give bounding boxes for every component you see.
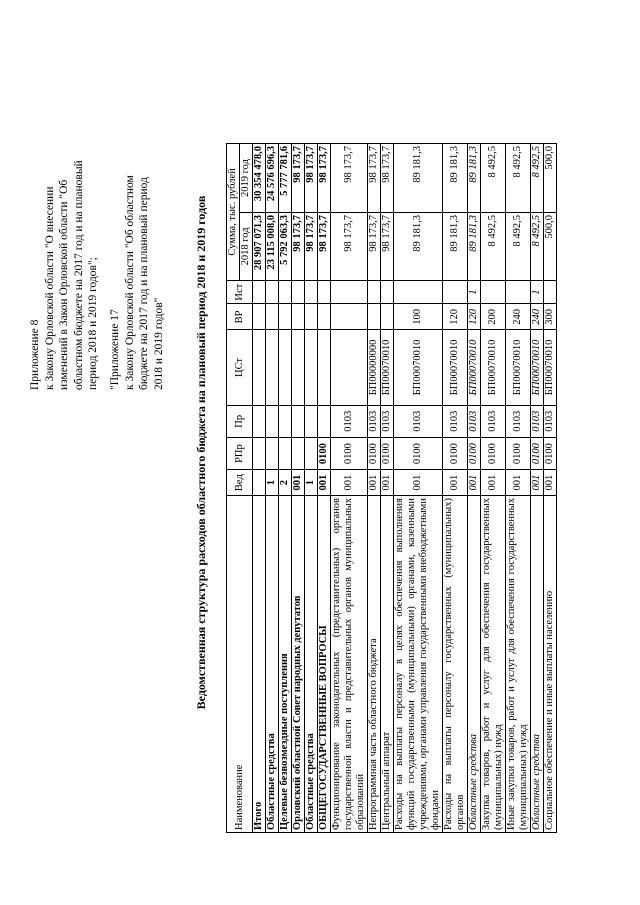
cell-ist: 1 <box>531 280 544 304</box>
table-row <box>368 144 381 833</box>
cell-vr <box>305 304 318 330</box>
document-title: Ведомственная структура расходов областного бюджета на плановый период 2018 и 2019 годов <box>194 195 208 710</box>
cell-cst <box>305 330 318 405</box>
cell-pr: 0103 <box>443 405 468 437</box>
cell-name: Областные средства <box>305 496 318 833</box>
header-rpr: РПр <box>227 437 253 469</box>
header-line: к Закону Орловской области "О внесении <box>43 186 56 390</box>
cell-2019: 8 492,5 <box>481 144 506 213</box>
cell-rpr: 0100 <box>481 437 506 469</box>
cell-2018: 98 173,7 <box>331 213 368 281</box>
table-row <box>279 144 292 833</box>
header-line: бюджете на 2017 год и на плановый период <box>138 177 150 390</box>
cell-vr <box>292 304 305 330</box>
table-row <box>305 144 318 833</box>
cell-name: Орловский областной Совет народных депутатов <box>292 496 305 833</box>
cell-name: Областные средства <box>468 496 481 833</box>
cell-2018: 98 173,7 <box>292 213 305 281</box>
cell-cst: БП00070010 <box>443 330 468 405</box>
cell-name: Центральный аппарат <box>381 496 394 833</box>
cell-ved: 001 <box>318 470 331 496</box>
cell-pr <box>253 405 266 437</box>
cell-rpr <box>266 437 279 469</box>
cell-ist <box>266 280 279 304</box>
cell-name: Иные закупки товаров, работ и услуг для обеспечения государственных (муниципальных) нужд <box>506 496 531 833</box>
cell-rpr <box>292 437 305 469</box>
header-2019: 2019 год <box>240 144 253 213</box>
cell-name: Непрограммная часть областного бюджета <box>368 496 381 833</box>
cell-pr: 0103 <box>468 405 481 437</box>
cell-vr: 200 <box>481 304 506 330</box>
table-row <box>292 144 305 833</box>
table-body <box>253 144 557 833</box>
cell-cst: БП00070010 <box>506 330 531 405</box>
cell-cst: БП00070010 <box>481 330 506 405</box>
cell-pr <box>279 405 292 437</box>
appendix-8-header <box>28 90 101 390</box>
cell-name: Расходы на выплаты персоналу государственных (муниципальных) органов <box>443 496 468 833</box>
cell-ist <box>481 280 506 304</box>
cell-2019: 98 173,7 <box>368 144 381 213</box>
cell-2018: 98 173,7 <box>318 213 331 281</box>
cell-rpr: 0100 <box>506 437 531 469</box>
cell-ist <box>368 280 381 304</box>
table-row <box>381 144 394 833</box>
cell-ved: 001 <box>331 470 368 496</box>
table-row <box>506 144 531 833</box>
cell-vr <box>368 304 381 330</box>
cell-ved: 001 <box>368 470 381 496</box>
cell-vr <box>279 304 292 330</box>
cell-cst <box>318 330 331 405</box>
header-line: областном бюджете на 2017 год и на плановый <box>72 160 85 390</box>
cell-2019: 98 173,7 <box>292 144 305 213</box>
cell-ved: 001 <box>394 470 443 496</box>
cell-cst: БП00070010 <box>381 330 394 405</box>
cell-name: Областные средства <box>531 496 544 833</box>
cell-2018: 8 492,5 <box>481 213 506 281</box>
budget-table <box>226 143 557 833</box>
table-row <box>253 144 266 833</box>
cell-2019: 8 492,5 <box>506 144 531 213</box>
table-row <box>443 144 468 833</box>
cell-vr: 240 <box>531 304 544 330</box>
cell-pr: 0103 <box>381 405 394 437</box>
cell-name: Функционирование законодательных (представительных) органов государственной власти и представительных органов муниципальных образований <box>331 496 368 833</box>
cell-rpr: 0100 <box>531 437 544 469</box>
cell-pr: 0103 <box>531 405 544 437</box>
cell-2019: 89 181,3 <box>394 144 443 213</box>
cell-ved <box>253 470 266 496</box>
cell-cst: БП00000000 <box>368 330 381 405</box>
cell-rpr: 0100 <box>318 437 331 469</box>
cell-pr: 0103 <box>544 405 557 437</box>
cell-ist <box>394 280 443 304</box>
cell-rpr <box>305 437 318 469</box>
appendix-17-header <box>108 90 166 390</box>
cell-name: Социальное обеспечение и иные выплаты населению <box>544 496 557 833</box>
header-line: к Закону Орловской области "Об областном <box>123 175 136 390</box>
cell-ist <box>292 280 305 304</box>
cell-ist <box>305 280 318 304</box>
cell-2019: 98 173,7 <box>305 144 318 213</box>
cell-ist <box>544 280 557 304</box>
cell-cst <box>292 330 305 405</box>
cell-2018: 89 181,3 <box>443 213 468 281</box>
cell-ved: 001 <box>381 470 394 496</box>
cell-2019: 30 354 478,0 <box>253 144 266 213</box>
cell-2019: 5 777 781,6 <box>279 144 292 213</box>
cell-pr <box>266 405 279 437</box>
cell-2018: 98 173,7 <box>305 213 318 281</box>
cell-name: Итого <box>253 496 266 833</box>
cell-name: ОБЩЕГОСУДАРСТВЕННЫЕ ВОПРОСЫ <box>318 496 331 833</box>
cell-ved: 001 <box>481 470 506 496</box>
cell-name: Областные средства <box>266 496 279 833</box>
cell-2018: 5 792 063,3 <box>279 213 292 281</box>
cell-pr: 0103 <box>481 405 506 437</box>
cell-ist <box>331 280 368 304</box>
cell-2018: 89 181,3 <box>468 213 481 281</box>
cell-ved: 001 <box>506 470 531 496</box>
cell-2018: 98 173,7 <box>381 213 394 281</box>
header-name: Наименование <box>227 496 253 833</box>
cell-vr: 120 <box>443 304 468 330</box>
cell-rpr: 0100 <box>331 437 368 469</box>
cell-vr <box>318 304 331 330</box>
header-ved: Вед <box>227 470 253 496</box>
header-cst: ЦСт <box>227 330 253 405</box>
cell-2018: 23 115 008,0 <box>266 213 279 281</box>
cell-2019: 98 173,7 <box>331 144 368 213</box>
cell-2018: 8 492,5 <box>506 213 531 281</box>
cell-2018: 28 907 071,3 <box>253 213 266 281</box>
cell-name: Расходы на выплаты персоналу в целях обеспечения выполнения функций государственными (муниципальными) органами, казенными учреждениями, органами управления государственными внебюджетными фондами <box>394 496 443 833</box>
header-vr: ВР <box>227 304 253 330</box>
table-row <box>468 144 481 833</box>
cell-cst: БП00070010 <box>394 330 443 405</box>
header-line: 2018 и 2019 годов" <box>152 297 165 390</box>
cell-ved: 1 <box>266 470 279 496</box>
cell-ved: 001 <box>531 470 544 496</box>
cell-2018: 98 173,7 <box>368 213 381 281</box>
header-line: "Приложение 17 <box>109 309 121 390</box>
cell-2019: 89 181,3 <box>443 144 468 213</box>
cell-cst: БП00070010 <box>544 330 557 405</box>
cell-2019: 500,0 <box>544 144 557 213</box>
cell-ist <box>506 280 531 304</box>
cell-pr <box>305 405 318 437</box>
cell-ist <box>318 280 331 304</box>
cell-ist <box>443 280 468 304</box>
cell-vr: 300 <box>544 304 557 330</box>
header-ist: Ист <box>227 280 253 304</box>
cell-vr <box>266 304 279 330</box>
cell-rpr: 0100 <box>381 437 394 469</box>
cell-2019: 89 181,3 <box>468 144 481 213</box>
header-line: Приложение 8 <box>29 319 41 390</box>
cell-rpr: 0100 <box>468 437 481 469</box>
cell-2018: 89 181,3 <box>394 213 443 281</box>
cell-ved: 001 <box>443 470 468 496</box>
cell-vr <box>381 304 394 330</box>
cell-cst <box>253 330 266 405</box>
cell-name: Закупка товаров, работ и услуг для обеспечения государственных (муниципальных) нужд <box>481 496 506 833</box>
cell-ved: 001 <box>292 470 305 496</box>
header-sum: Сумма, тыс. рублей <box>227 144 240 281</box>
cell-rpr <box>253 437 266 469</box>
cell-2019: 24 576 696,3 <box>266 144 279 213</box>
cell-pr: 0103 <box>331 405 368 437</box>
cell-ved: 001 <box>468 470 481 496</box>
cell-2019: 8 492,5 <box>531 144 544 213</box>
table-row <box>531 144 544 833</box>
cell-vr: 100 <box>394 304 443 330</box>
header-line: изменений в Закон Орловской области "Об <box>58 179 70 390</box>
cell-cst: БП00070010 <box>468 330 481 405</box>
table-row <box>481 144 506 833</box>
table-row <box>544 144 557 833</box>
cell-vr: 120 <box>468 304 481 330</box>
table-row <box>266 144 279 833</box>
cell-ved: 001 <box>544 470 557 496</box>
cell-name: Целевые безвозмездные поступления <box>279 496 292 833</box>
table-row <box>331 144 368 833</box>
cell-2019: 98 173,7 <box>318 144 331 213</box>
table-row <box>318 144 331 833</box>
cell-ist <box>253 280 266 304</box>
cell-rpr: 0100 <box>394 437 443 469</box>
cell-pr: 0103 <box>506 405 531 437</box>
cell-cst <box>331 330 368 405</box>
cell-rpr <box>279 437 292 469</box>
header-2018: 2018 год <box>240 213 253 281</box>
cell-pr <box>292 405 305 437</box>
cell-2018: 500,0 <box>544 213 557 281</box>
table-row <box>394 144 443 833</box>
cell-ved: 1 <box>305 470 318 496</box>
cell-pr <box>318 405 331 437</box>
cell-vr <box>253 304 266 330</box>
cell-rpr: 0100 <box>544 437 557 469</box>
cell-ist <box>381 280 394 304</box>
cell-rpr: 0100 <box>368 437 381 469</box>
cell-cst <box>266 330 279 405</box>
cell-vr: 240 <box>506 304 531 330</box>
cell-vr <box>331 304 368 330</box>
cell-ist <box>279 280 292 304</box>
cell-pr: 0103 <box>394 405 443 437</box>
cell-ist: 1 <box>468 280 481 304</box>
cell-2019: 98 173,7 <box>381 144 394 213</box>
cell-pr: 0103 <box>368 405 381 437</box>
cell-cst: БП00070010 <box>531 330 544 405</box>
header-line: период 2018 и 2019 годов"; <box>87 257 99 390</box>
cell-2018: 8 492,5 <box>531 213 544 281</box>
cell-cst <box>279 330 292 405</box>
cell-rpr: 0100 <box>443 437 468 469</box>
header-pr: Пр <box>227 405 253 437</box>
cell-ved: 2 <box>279 470 292 496</box>
